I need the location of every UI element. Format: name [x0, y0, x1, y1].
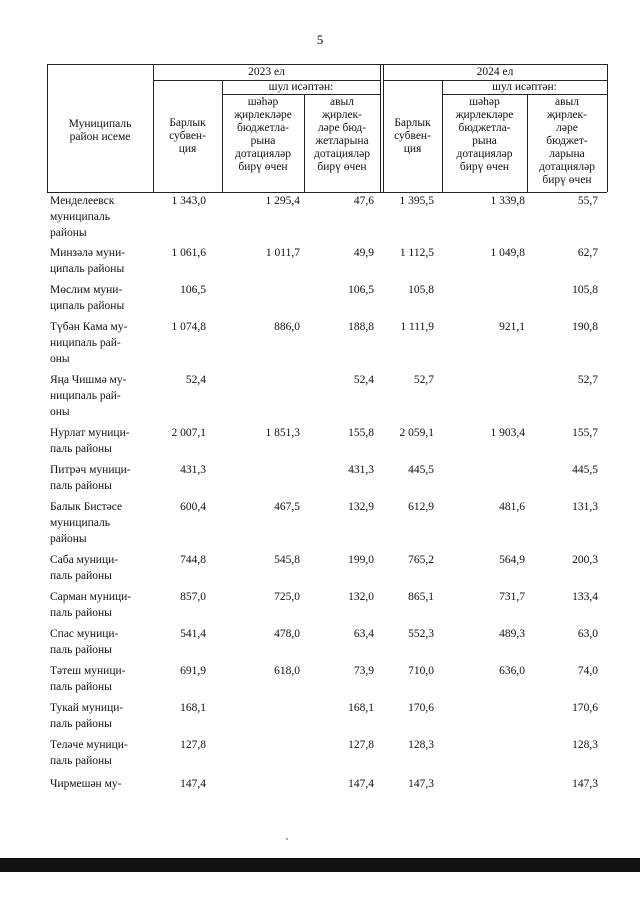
city-2023: 467,5 — [274, 501, 300, 513]
total-2024: 552,3 — [408, 628, 434, 640]
header-total-2023: Барлык субвен- ция — [169, 117, 206, 155]
municipality-name: Минзәлә муни- ципаль районы — [50, 247, 126, 275]
city-2024: 1 903,4 — [490, 427, 525, 439]
city-2024: 1 339,8 — [490, 195, 525, 207]
rural-2024: 131,3 — [572, 501, 598, 513]
city-2024: 564,9 — [499, 554, 525, 566]
rural-2024: 190,8 — [572, 321, 598, 333]
page-number: 5 — [316, 32, 324, 47]
municipality-name: Тәтеш муници- паль районы — [50, 665, 126, 693]
total-2024: 170,6 — [408, 702, 434, 714]
rural-2024: 200,3 — [572, 554, 598, 566]
municipality-name: Нурлат муници- паль районы — [50, 427, 130, 455]
rural-2024: 62,7 — [577, 247, 598, 259]
total-2024: 147,3 — [408, 778, 434, 790]
rural-2024: 155,7 — [572, 427, 598, 439]
municipality-name: Менделеевск муниципаль районы — [50, 195, 115, 239]
rural-2024: 445,5 — [572, 464, 598, 476]
header-rural-2024: авыл җирлек- ләре бюджет- ларына дотацияләр бирү өчен — [539, 96, 595, 186]
total-2023: 1 074,8 — [171, 321, 206, 333]
total-2023: 691,9 — [180, 665, 206, 677]
total-2023: 1 343,0 — [171, 195, 206, 207]
total-2023: 744,8 — [180, 554, 206, 566]
rural-2023: 147,4 — [348, 778, 374, 790]
city-2023: 886,0 — [274, 321, 300, 333]
total-2024: 865,1 — [408, 591, 434, 603]
municipality-name: Питрәч муници- паль районы — [50, 464, 131, 492]
municipality-name: Сарман муници- паль районы — [50, 591, 132, 619]
total-2024: 612,9 — [408, 501, 434, 513]
rural-2024: 133,4 — [572, 591, 598, 603]
rural-2023: 155,8 — [348, 427, 374, 439]
city-2023: 618,0 — [274, 665, 300, 677]
total-2023: 431,3 — [180, 464, 206, 476]
header-rural-2023: авыл җирлек- ләре бюд- жетларына дотацияләр бирү өчен — [314, 96, 370, 173]
rural-2023: 188,8 — [348, 321, 374, 333]
total-2024: 1 111,9 — [400, 321, 434, 333]
total-2024: 105,8 — [408, 284, 434, 296]
total-2023: 541,4 — [180, 628, 206, 640]
total-2024: 710,0 — [408, 665, 434, 677]
total-2023: 1 061,6 — [171, 247, 206, 259]
municipality-name: Балык Бистәсе муниципаль районы — [50, 501, 123, 545]
scan-speck — [286, 838, 288, 840]
municipality-name: Теләче муници- паль районы — [50, 739, 128, 767]
rural-2024: 170,6 — [572, 702, 598, 714]
header-including-2024: шул исәптән: — [492, 81, 557, 93]
rural-2023: 47,6 — [353, 195, 374, 207]
city-2024: 481,6 — [499, 501, 525, 513]
rural-2023: 106,5 — [348, 284, 374, 296]
total-2023: 2 007,1 — [171, 427, 206, 439]
header-including-2023: шул исәптән: — [268, 81, 334, 93]
total-2023: 106,5 — [180, 284, 206, 296]
total-2023: 857,0 — [180, 591, 206, 603]
city-2023: 478,0 — [274, 628, 300, 640]
rural-2024: 63,0 — [577, 628, 598, 640]
rural-2023: 168,1 — [348, 702, 374, 714]
rural-2024: 52,7 — [577, 374, 598, 386]
rural-2023: 132,9 — [348, 501, 374, 513]
header-municipality: Муниципаль район исеме — [68, 118, 132, 143]
header-year-2023: 2023 ел — [248, 66, 285, 78]
city-2024: 1 049,8 — [490, 247, 525, 259]
rural-2023: 431,3 — [348, 464, 374, 476]
total-2023: 147,4 — [180, 778, 206, 790]
rural-2023: 52,4 — [353, 374, 374, 386]
city-2024: 731,7 — [499, 591, 525, 603]
city-2024: 636,0 — [499, 665, 525, 677]
municipality-name: Түбән Кама му- ниципаль рай- оны — [50, 321, 128, 365]
header-city-2023: шәһәр җирлекләре бюджетла- рына дотацияләр бирү өчен — [234, 96, 292, 173]
municipality-name: Саба муници- паль районы — [50, 554, 119, 582]
total-2023: 52,4 — [185, 374, 206, 386]
total-2024: 765,2 — [408, 554, 434, 566]
rural-2024: 55,7 — [577, 195, 598, 207]
municipality-name: Мөслим муни- ципаль районы — [50, 284, 125, 312]
rural-2023: 63,4 — [353, 628, 374, 640]
municipality-name: Яңа Чишмә му- ниципаль рай- оны — [50, 374, 127, 418]
municipality-name: Тукай муници- паль районы — [50, 702, 124, 730]
total-2024: 1 395,5 — [399, 195, 434, 207]
header-total-2024: Барлык субвен- ция — [394, 117, 431, 155]
rural-2024: 74,0 — [577, 665, 598, 677]
rural-2023: 199,0 — [348, 554, 374, 566]
total-2024: 128,3 — [408, 739, 434, 751]
header-city-2024: шәһәр җирлекләре бюджетла- рына дотацияләр бирү өчен — [455, 96, 514, 173]
rural-2024: 147,3 — [572, 778, 598, 790]
header-year-2024: 2024 ел — [476, 66, 514, 78]
total-2023: 600,4 — [180, 501, 206, 513]
city-2023: 1 295,4 — [265, 195, 300, 207]
rural-2024: 128,3 — [572, 739, 598, 751]
city-2024: 489,3 — [499, 628, 525, 640]
rural-2023: 132,0 — [348, 591, 374, 603]
rural-2023: 73,9 — [353, 665, 374, 677]
total-2023: 127,8 — [180, 739, 206, 751]
city-2023: 725,0 — [274, 591, 300, 603]
rural-2024: 105,8 — [572, 284, 598, 296]
total-2024: 2 059,1 — [399, 427, 434, 439]
city-2023: 1 011,7 — [265, 247, 300, 259]
scan-border-bar — [0, 858, 640, 872]
municipality-name: Чирмешән му- — [50, 778, 122, 790]
rural-2023: 127,8 — [348, 739, 374, 751]
total-2024: 445,5 — [408, 464, 434, 476]
city-2024: 921,1 — [499, 321, 525, 333]
total-2023: 168,1 — [180, 702, 206, 714]
city-2023: 545,8 — [274, 554, 300, 566]
municipality-name: Спас муници- паль районы — [50, 628, 119, 656]
city-2023: 1 851,3 — [265, 427, 300, 439]
rural-2023: 49,9 — [353, 247, 374, 259]
total-2024: 1 112,5 — [399, 247, 434, 259]
total-2024: 52,7 — [413, 374, 434, 386]
